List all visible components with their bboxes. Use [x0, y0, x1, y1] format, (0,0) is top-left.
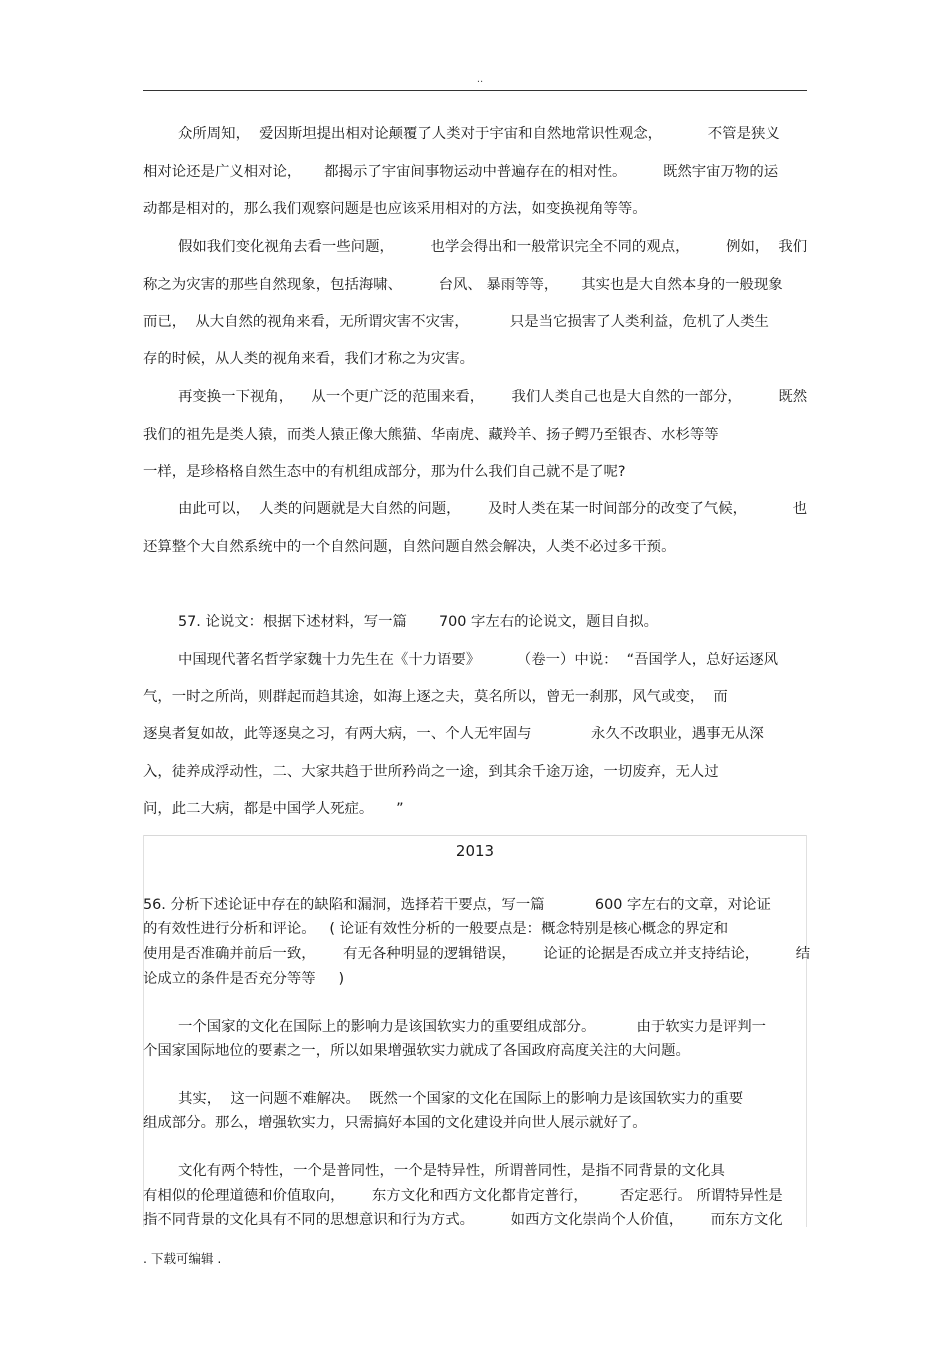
question-56-line: 56. 分析下述论证中存在的缺陷和漏洞，选择若干要点，写一篇 600 字左右的文章，对论证 [143, 897, 771, 913]
text-line: 假如我们变化视角去看一些问题， 也学会得出和一般常识完全不同的观点， 例如， 我们 [178, 239, 808, 255]
text-line: 中国现代著名哲学家魏十力先生在《十力语要》 （卷一）中说： “吾国学人，总好运逐风 [178, 652, 779, 668]
section-year-heading: 2013 [455, 842, 495, 860]
text-line: 个国家国际地位的要素之一，所以如果增强软实力就成了各国政府高度关注的大问题。 [143, 1043, 690, 1059]
section-right-border [806, 835, 807, 1227]
text-line: 问，此二大病，都是中国学人死症。 ” [143, 801, 404, 817]
text-line: 动都是相对的，那么我们观察问题是也应该采用相对的方法，如变换视角等等。 [143, 201, 647, 217]
question-57-title: 57. 论说文：根据下述材料，写一篇 700 字左右的论说文，题目自拟。 [178, 614, 659, 630]
section-left-border [143, 835, 144, 1227]
question-56-line: 论成立的条件是否充分等等 ) [143, 971, 345, 987]
text-line: 有相似的伦理道德和价值取向， 东方文化和西方文化都肯定普行， 否定恶行。 所谓特异性是 [143, 1188, 783, 1204]
text-line: 我们的祖先是类人猿，而类人猿正像大熊猫、华南虎、藏羚羊、扬子鳄乃至银杏、水杉等等 [143, 427, 719, 443]
text-line: 众所周知， 爱因斯坦提出相对论颠覆了人类对于宇宙和自然地常识性观念， 不管是狭义 [178, 126, 780, 142]
footer-note: . 下载可编辑 . [143, 1251, 222, 1266]
text-line: 还算整个大自然系统中的一个自然问题，自然问题自然会解决，人类不必过多干预。 [143, 539, 676, 555]
text-line: 称之为灾害的那些自然现象，包括海啸、 台风、 暴雨等等， 其实也是大自然本身的一般现象 [143, 277, 783, 293]
text-line: 一个国家的文化在国际上的影响力是该国软实力的重要组成部分。 由于软实力是评判一 [178, 1019, 767, 1035]
text-line: 逐臭者复如故，此等逐臭之习，有两大病，一、个人无牢固与 永久不改职业，遇事无从深 [143, 726, 764, 742]
text-line: 一样，是珍格格自然生态中的有机组成部分，那为什么我们自己就不是了呢? [143, 464, 626, 480]
text-line: 指不同背景的文化具有不同的思想意识和行为方式。 如西方文化崇尚个人价值， 而东方文化 [143, 1212, 783, 1228]
question-56-line: 的有效性进行分析和评论。 ( 论证有效性分析的一般要点是：概念特别是核心概念的界定和 [143, 921, 729, 937]
text-line: 而已， 从大自然的视角来看，无所谓灾害不灾害， 只是当它损害了人类利益，危机了人类生 [143, 314, 769, 330]
text-line: 其实， 这一问题不难解决。 既然一个国家的文化在国际上的影响力是该国软实力的重要 [178, 1091, 744, 1107]
text-line: 入，徒养成浮动性，二、大家共趋于世所矜尚之一途，到其余千途万途，一切废弃，无人过 [143, 764, 719, 780]
text-line: 相对论还是广义相对论， 都揭示了宇宙间事物运动中普遍存在的相对性。 既然宇宙万物的运 [143, 164, 779, 180]
header-rule [143, 90, 807, 91]
text-line: 气，一时之所尚，则群起而趋其途，如海上逐之夫，莫名所以，曾无一刹那，风气或变， 而 [143, 689, 728, 705]
section-top-border [143, 835, 807, 836]
text-line: 存的时候，从人类的视角来看，我们才称之为灾害。 [143, 351, 474, 367]
question-56-line: 使用是否准确并前后一致， 有无各种明显的逻辑错误， 论证的论据是否成立并支持结论， 结 [143, 946, 811, 962]
text-line: 由此可以， 人类的问题就是大自然的问题， 及时人类在某一时间部分的改变了气候， 也 [178, 501, 808, 517]
text-line: 文化有两个特性，一个是普同性，一个是特异性，所谓普同性，是指不同背景的文化具 [178, 1163, 725, 1179]
text-line: 组成部分。那么，增强软实力，只需搞好本国的文化建设并向世人展示就好了。 [143, 1115, 647, 1131]
text-line: 再变换一下视角， 从一个更广泛的范围来看， 我们人类自己也是大自然的一部分， 既然 [178, 389, 808, 405]
header-mark: .. [476, 74, 484, 85]
